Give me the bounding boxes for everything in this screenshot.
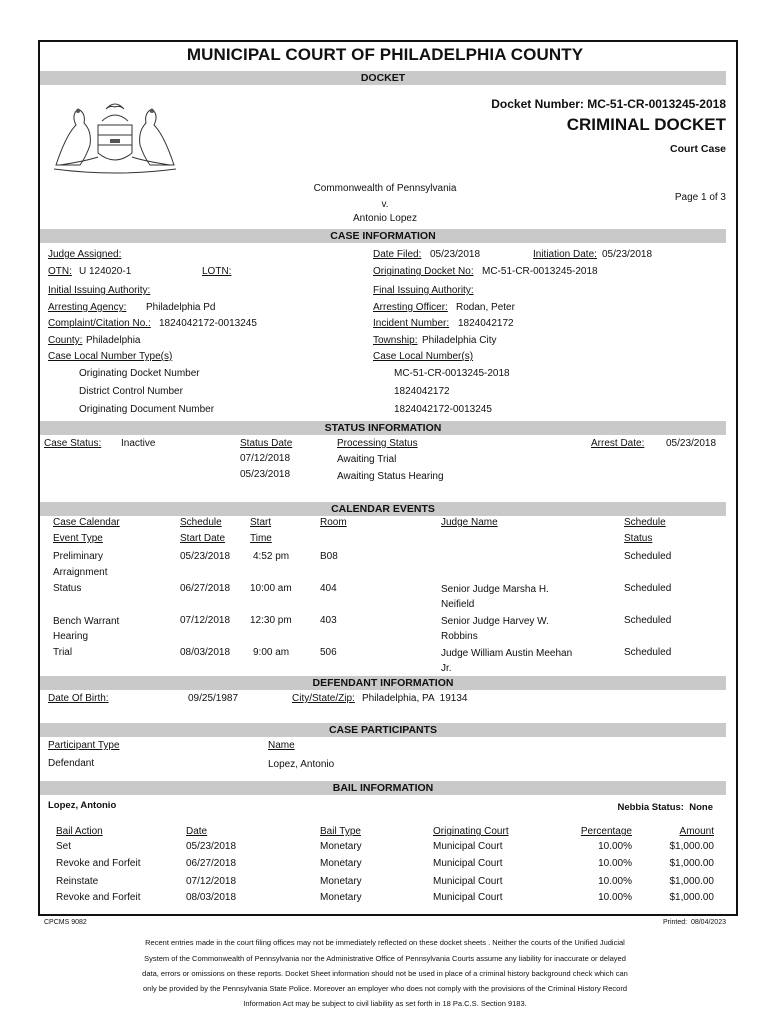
final-authority-label: Final Issuing Authority:	[373, 285, 474, 296]
processing-status-label: Processing Status	[337, 438, 418, 449]
bail-header: Date	[186, 826, 208, 837]
case-participants-bar	[40, 723, 726, 737]
calendar-event-type: Trial	[53, 647, 73, 658]
case-information-title: CASE INFORMATION	[330, 230, 436, 242]
bail-percentage: 10.00%	[598, 892, 632, 903]
bail-action: Revoke and Forfeit	[56, 858, 141, 869]
county-value: Philadelphia	[86, 335, 141, 346]
calendar-event-judge: Robbins	[441, 631, 478, 642]
calendar-event-room: 404	[320, 583, 337, 594]
caption-line-3: Antonio Lopez	[353, 213, 417, 224]
calendar-event-room: B08	[320, 551, 338, 562]
caption-line-1: Commonwealth of Pennsylvania	[313, 183, 457, 194]
calendar-header: Start	[250, 517, 272, 528]
township-value: Philadelphia City	[422, 335, 497, 346]
participant-name-label: Name	[268, 740, 295, 751]
docket-type: CRIMINAL DOCKET	[566, 115, 726, 134]
calendar-event-type: Preliminary	[53, 551, 104, 562]
case-participants-title: CASE PARTICIPANTS	[328, 724, 438, 736]
docket-number: Docket Number: MC-51-CR-0013245-2018	[491, 97, 726, 111]
originating-docket-value: MC-51-CR-0013245-2018	[482, 266, 598, 277]
calendar-event-status: Scheduled	[624, 551, 672, 562]
calendar-event-date: 07/12/2018	[180, 615, 231, 626]
calendar-event-judge: Neifield	[441, 599, 475, 610]
bail-type: Monetary	[320, 841, 362, 852]
bail-amount: $1,000.00	[669, 876, 714, 887]
calendar-event-judge: Jr.	[441, 663, 452, 674]
docket-bar	[40, 71, 726, 85]
case-status-label: Case Status:	[44, 438, 102, 449]
status-information-title: STATUS INFORMATION	[324, 422, 442, 434]
bail-percentage: 10.00%	[598, 858, 632, 869]
calendar-event-room: 506	[320, 647, 337, 658]
bail-information-bar	[40, 781, 726, 795]
bail-header: Bail Type	[320, 826, 361, 837]
arresting-agency-label: Arresting Agency:	[48, 302, 127, 313]
calendar-event-room: 403	[320, 615, 337, 626]
nebbia-status: Nebbia Status: None	[617, 802, 713, 813]
status-date-value: 07/12/2018	[240, 453, 291, 464]
arrest-date-value: 05/23/2018	[666, 438, 717, 449]
bail-amount: $1,000.00	[669, 858, 714, 869]
bail-action: Set	[56, 841, 72, 852]
local-number-type: District Control Number	[79, 386, 183, 397]
calendar-event-time: 10:00 am	[250, 583, 292, 594]
arresting-officer-value: Rodan, Peter	[456, 302, 515, 313]
originating-docket-label: Originating Docket No:	[373, 266, 474, 277]
initial-authority-label: Initial Issuing Authority:	[48, 285, 151, 296]
calendar-event-judge: Senior Judge Marsha H.	[441, 584, 549, 595]
calendar-header: Event Type	[53, 533, 103, 544]
bail-header: Percentage	[580, 826, 632, 837]
bail-header: Originating Court	[433, 826, 509, 837]
court-title: MUNICIPAL COURT OF PHILADELPHIA COUNTY	[186, 45, 584, 64]
arrest-date-label: Arrest Date:	[591, 438, 645, 449]
local-number-value: MC-51-CR-0013245-2018	[394, 368, 510, 379]
page-number: Page 1 of 3	[674, 192, 726, 203]
docket-label: DOCKET	[360, 72, 406, 84]
bail-amount: $1,000.00	[669, 841, 714, 852]
bail-court: Municipal Court	[433, 841, 503, 852]
disclaimer-line: Recent entries made in the court filing offices may not be immediately reflected on these docket sheets . Neither the courts of the Unified Judicial	[145, 938, 625, 947]
bail-defendant-name: Lopez, Antonio	[48, 800, 117, 811]
bail-amount: $1,000.00	[669, 892, 714, 903]
complaint-label: Complaint/Citation No.:	[48, 318, 151, 329]
county-label: County:	[48, 335, 83, 346]
township-label: Township:	[373, 335, 418, 346]
calendar-event-type: Arraignment	[53, 567, 108, 578]
calendar-header: Room	[320, 517, 347, 528]
participant-name: Lopez, Antonio	[268, 759, 335, 770]
complaint-value: 1824042172-0013245	[159, 318, 257, 329]
caption-line-2: v.	[381, 199, 389, 210]
status-information-bar	[40, 421, 726, 435]
bail-date: 06/27/2018	[186, 858, 237, 869]
bail-court: Municipal Court	[433, 858, 503, 869]
incident-label: Incident Number:	[373, 318, 450, 329]
local-types-label: Case Local Number Type(s)	[48, 351, 173, 362]
status-date-value: 05/23/2018	[240, 469, 291, 480]
calendar-event-date: 06/27/2018	[180, 583, 231, 594]
bail-information-title: BAIL INFORMATION	[332, 782, 434, 794]
bail-type: Monetary	[320, 892, 362, 903]
calendar-event-type: Hearing	[53, 631, 89, 642]
processing-status-value: Awaiting Trial	[337, 454, 397, 465]
calendar-header: Time	[250, 533, 272, 544]
calendar-header: Status	[624, 533, 653, 544]
disclaimer-line: System of the Commonwealth of Pennsylvania nor the Administrative Office of Pennsylvania Courts assume any liability for inaccurate or delayed	[144, 954, 626, 963]
calendar-event-date: 05/23/2018	[180, 551, 231, 562]
bail-court: Municipal Court	[433, 876, 503, 887]
otn-label: OTN:	[48, 266, 72, 277]
lotn-label: LOTN:	[202, 266, 232, 277]
arresting-agency-value: Philadelphia Pd	[146, 302, 216, 313]
defendant-information-title: DEFENDANT INFORMATION	[312, 677, 454, 689]
bail-percentage: 10.00%	[598, 876, 632, 887]
otn-value: U 124020-1	[79, 266, 132, 277]
bail-header: Amount	[679, 826, 714, 837]
judge-assigned-label: Judge Assigned:	[48, 249, 122, 260]
calendar-header: Case Calendar	[53, 517, 120, 528]
local-number-type: Originating Document Number	[79, 404, 215, 415]
date-filed-label: Date Filed:	[373, 249, 422, 260]
calendar-event-time: 9:00 am	[253, 647, 290, 658]
calendar-header: Start Date	[180, 533, 226, 544]
dob-value: 09/25/1987	[188, 693, 239, 704]
disclaimer-line: Information Act may be subject to civil liability as set forth in 18 Pa.C.S. Section 9183.	[243, 999, 527, 1008]
calendar-header: Schedule	[180, 517, 222, 528]
bail-type: Monetary	[320, 858, 362, 869]
calendar-event-type: Status	[53, 583, 82, 594]
calendar-event-type: Bench Warrant	[53, 616, 120, 627]
defendant-information-bar	[40, 676, 726, 690]
dob-label: Date Of Birth:	[48, 693, 109, 704]
initiation-date-label: Initiation Date:	[533, 249, 597, 260]
disclaimer-line: only be provided by the Pennsylvania State Police. Moreover an employer who does not comply with the provisions of the Criminal History Record	[143, 984, 627, 993]
case-kind: Court Case	[669, 143, 726, 155]
date-filed-value: 05/23/2018	[430, 249, 481, 260]
local-numbers-label: Case Local Number(s)	[373, 351, 474, 362]
calendar-events-title: CALENDAR EVENTS	[331, 503, 435, 515]
calendar-event-status: Scheduled	[624, 583, 672, 594]
case-information-bar	[40, 229, 726, 243]
pennsylvania-coat-of-arms-icon	[46, 95, 184, 175]
calendar-event-judge: Senior Judge Harvey W.	[441, 616, 549, 627]
bail-action: Reinstate	[56, 876, 99, 887]
disclaimer-line: data, errors or omissions on these reports. Docket Sheet information should not be used in place of a criminal history background check which can	[142, 969, 628, 978]
city-state-zip-label: City/State/Zip:	[292, 693, 355, 704]
status-date-label: Status Date	[240, 438, 293, 449]
participant-type: Defendant	[48, 758, 95, 769]
calendar-event-date: 08/03/2018	[180, 647, 231, 658]
printed-date: Printed: 08/04/2023	[662, 919, 726, 926]
local-number-value: 1824042172	[394, 386, 450, 397]
calendar-event-time: 4:52 pm	[253, 551, 290, 562]
bail-action: Revoke and Forfeit	[56, 892, 141, 903]
bail-court: Municipal Court	[433, 892, 503, 903]
local-number-value: 1824042172-0013245	[394, 404, 492, 415]
bail-date: 05/23/2018	[186, 841, 237, 852]
calendar-event-time: 12:30 pm	[250, 615, 292, 626]
calendar-events-bar	[40, 502, 726, 516]
processing-status-value: Awaiting Status Hearing	[337, 471, 444, 482]
participant-type-label: Participant Type	[48, 740, 120, 751]
city-state-zip-value: Philadelphia, PA 19134	[362, 693, 468, 704]
calendar-event-status: Scheduled	[624, 615, 672, 626]
calendar-event-judge: Judge William Austin Meehan	[441, 648, 573, 659]
bail-type: Monetary	[320, 876, 362, 887]
local-number-type: Originating Docket Number	[79, 368, 200, 379]
calendar-header: Judge Name	[441, 517, 498, 528]
bail-header: Bail Action	[56, 826, 103, 837]
bail-date: 07/12/2018	[186, 876, 237, 887]
calendar-header: Schedule	[624, 517, 666, 528]
incident-value: 1824042172	[458, 318, 514, 329]
arresting-officer-label: Arresting Officer:	[373, 302, 448, 313]
initiation-date-value: 05/23/2018	[602, 249, 653, 260]
calendar-event-status: Scheduled	[624, 647, 672, 658]
case-status-value: Inactive	[121, 438, 156, 449]
bail-date: 08/03/2018	[186, 892, 237, 903]
form-code: CPCMS 9082	[44, 919, 87, 926]
bail-percentage: 10.00%	[598, 841, 632, 852]
